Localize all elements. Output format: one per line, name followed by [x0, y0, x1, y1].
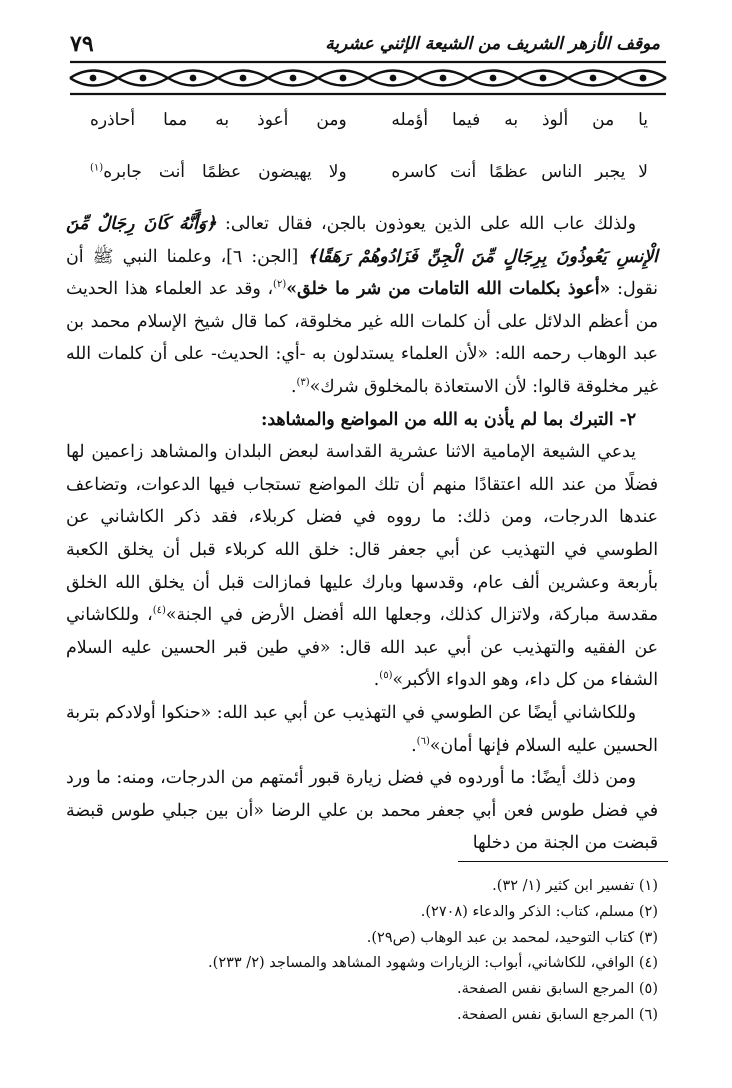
- footnotes-list: [98, 874, 658, 1029]
- book-title: موقف الأزهر الشريف من الشيعة الإثني عشرية: [325, 34, 660, 54]
- verse-first-hemistich: يا من ألوذ به فيما أؤمله: [391, 110, 648, 130]
- poem-verse: [90, 162, 648, 214]
- footnote: (١) تفسير ابن كثير (١/ ٣٢).: [492, 878, 658, 894]
- poem-verse: [90, 110, 648, 162]
- footnote-ref[interactable]: (٦): [416, 735, 430, 747]
- paragraph: ولذلك عاب الله على الذين يعوذون بالجن، فقال تعالى: ﴿وَأَنَّهُ كَانَ رِجَالٌ مِّنَ الْإِنسِ يَعُوذُونَ بِرِجَالٍ مِّنَ الْجِنِّ فَزَادُوهُمْ رَهَقًا﴾ [الجن: ٦]، وعلمنا النبي ﷺ أن نقول: «أعوذ بكلمات الله التامات من شر ما خلق»$^{(٢)}$، وقد عد العلماء هذا الحديث من أعظم الدلائل على أن كلمات الله غير مخلوقة، كما قال شيخ الإسلام محمد بن عبد الوهاب رحمه الله: «لأن العلماء يستدلون به -أي: الحديث- على أن كلمات الله غير مخلوقة قالوا: لأن الاستعاذة بالمخلوق شرك»$^{(٣)}$.: [66, 214, 658, 397]
- footnote: (٤) الوافي، للكاشاني، أبواب: الزيارات وشهود المشاهد والمساجد (٢/ ٢٣٣).: [208, 955, 658, 972]
- paragraph: ومن ذلك أيضًا: ما أوردوه في فضل زيارة قبور أئمتهم من الدرجات، ومنه: ما ورد في فضل طوس فعن أبي جعفر محمد بن علي الرضا «أن بين جبلي طوس قبضة قبضت من الجنة من دخلها: [66, 768, 658, 854]
- page-number: ٧٩: [70, 31, 94, 57]
- verse-first-hemistich: لا يجبر الناس عظمًا أنت كاسره: [391, 162, 648, 182]
- footnote-ref[interactable]: (٣): [296, 377, 310, 389]
- footnote: (٢) مسلم، كتاب: الذكر والدعاء (٢٧٠٨).: [420, 903, 658, 920]
- footnote: (٣) كتاب التوحيد، لمحمد بن عبد الوهاب (ص٢٩).: [366, 929, 658, 946]
- paragraph: يدعي الشيعة الإمامية الاثنا عشرية القداسة لبعض البلدان والمشاهد زاعمين لها فضلًا من عند الله اعتقادًا منهم أن تلك المواضع تستجاب فيها الدعوات، وتضاعف عندها الدرجات، ومن ذلك: ما رووه في فضل كربلاء، فقد ذكر الكاشاني عن الطوسي في التهذيب عن أبي جعفر قال: خلق الله كربلاء قبل أن يخلق الكعبة بأربعة وعشرين ألف عام، وقدسها وبارك عليها فمازالت قبل أن يخلق الله الخلق مقدسة مباركة، ولاتزال كذلك، وجعلها الله أفضل الأرض في الجنة»$^{(٤)}$، وللكاشاني عن الفقيه والتهذيب عن أبي عبد الله قال: «في طين قبر الحسين عليه السلام الشفاء من كل داء، وهو الدواء الأكبر»$^{(٥)}$.: [66, 442, 658, 691]
- verse-second-hemistich: [90, 162, 347, 214]
- footnote-ref[interactable]: (٤): [152, 605, 166, 617]
- verse-text: ولا يهيضون عظمًا أنت جابره: [103, 162, 347, 182]
- quran-verse: ﴿وَأَنَّهُ كَانَ رِجَالٌ مِّنَ الْإِنسِ يَعُوذُونَ بِرِجَالٍ مِّنَ الْجِنِّ فَزَادُوهُمْ رَهَقًا﴾: [66, 214, 658, 267]
- footnote-ref[interactable]: (١): [90, 162, 104, 174]
- ornamental-border-icon: [68, 58, 668, 98]
- paragraph: وللكاشاني أيضًا عن الطوسي في التهذيب عن أبي عبد الله: «حنكوا أولادكم بتربة الحسين عليه السلام فإنها أمان»$^{(٦)}$.: [66, 702, 658, 756]
- footnote-ref[interactable]: (٢): [273, 279, 287, 291]
- running-header: [70, 32, 660, 56]
- footnote: (٦) المرجع السابق نفس الصفحة.: [457, 1006, 658, 1023]
- section-heading: ٢- التبرك بما لم يأذن به الله من المواضع والمشاهد:: [260, 409, 636, 430]
- footnote: (٥) المرجع السابق نفس الصفحة.: [457, 981, 658, 998]
- footnote-ref[interactable]: (٥): [379, 670, 393, 682]
- body-text: [66, 208, 658, 860]
- poem: [90, 110, 648, 214]
- verse-second-hemistich: ومن أعوذ به مما أحاذره: [90, 110, 347, 130]
- hadith-quote: «أعوذ بكلمات الله التامات من شر ما خلق»: [286, 279, 611, 300]
- footnote-separator: [458, 861, 668, 862]
